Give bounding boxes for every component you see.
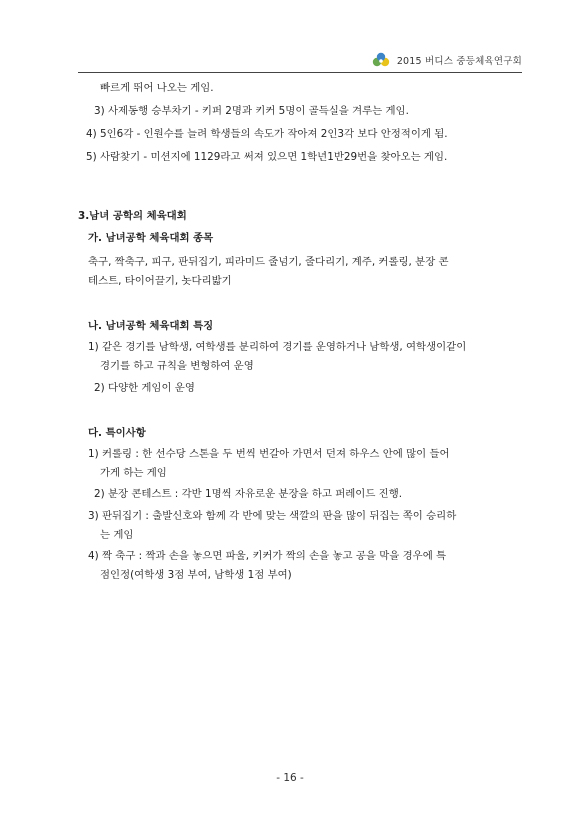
page-number: - 16 - xyxy=(276,772,304,784)
list-item: 4) 5인6각 - 인원수를 늘려 학생들의 속도가 작아져 2인3각 보다 안정적이게 됨. xyxy=(86,128,448,140)
list-item: 1) 커롤링 : 한 선수당 스톤을 두 번씩 번갈아 가면서 던져 하우스 안에 많이 들어 xyxy=(88,448,450,460)
list-item: 3) 판뒤집기 : 출발신호와 함께 각 반에 맞는 색깔의 판을 많이 뒤집는 쪽이 승리하 xyxy=(88,510,457,522)
intro-continuation: 빠르게 뛰어 나오는 게임. xyxy=(100,82,214,94)
header-title: 2015 버디스 중등체육연구회 xyxy=(396,56,522,67)
section-title: 3.남녀 공학의 체육대회 xyxy=(78,210,187,222)
list-item: 5) 사람찾기 - 미션지에 1129라고 써져 있으면 1학년1반29번을 찾아오는 게임. xyxy=(86,151,448,163)
list-item: 2) 분장 콘테스트 : 각반 1명씩 자유로운 분장을 하고 퍼레이드 진행. xyxy=(94,488,403,500)
list-item-continuation: 가게 하는 게임 xyxy=(100,467,167,479)
list-item: 4) 짝 축구 : 짝과 손을 놓으면 파울, 키커가 짝의 손을 놓고 공을 막을 경우에 특 xyxy=(88,550,447,562)
list-item-continuation: 경기를 하고 규칙을 변형하여 운영 xyxy=(100,360,254,372)
page-header xyxy=(78,50,522,73)
clover-logo-icon xyxy=(371,52,391,68)
header-branding xyxy=(371,52,522,68)
list-item: 1) 같은 경기를 남학생, 여학생를 분리하여 경기를 운영하거나 남학생, 여학생이같이 xyxy=(88,341,467,353)
subsection-title: 다. 특이사항 xyxy=(88,427,146,439)
paragraph-line: 축구, 짝축구, 피구, 판뒤집기, 피라미드 줄넘기, 줄다리기, 계주, 커롤링, 분장 콘 xyxy=(88,256,449,268)
subsection-title: 나. 남녀공학 체육대회 특징 xyxy=(88,320,214,332)
list-item-continuation: 점인정(여학생 3점 부여, 남학생 1점 부여) xyxy=(100,569,292,581)
list-item-continuation: 는 게임 xyxy=(100,529,134,541)
list-item: 2) 다양한 게임이 운영 xyxy=(94,382,195,394)
subsection-title: 가. 남녀공학 체육대회 종목 xyxy=(88,232,214,244)
list-item: 3) 사제동행 승부차기 - 키퍼 2명과 키커 5명이 골득실을 겨루는 게임. xyxy=(94,105,409,117)
paragraph-line: 테스트, 타이어끌기, 놋다리밟기 xyxy=(88,275,232,287)
